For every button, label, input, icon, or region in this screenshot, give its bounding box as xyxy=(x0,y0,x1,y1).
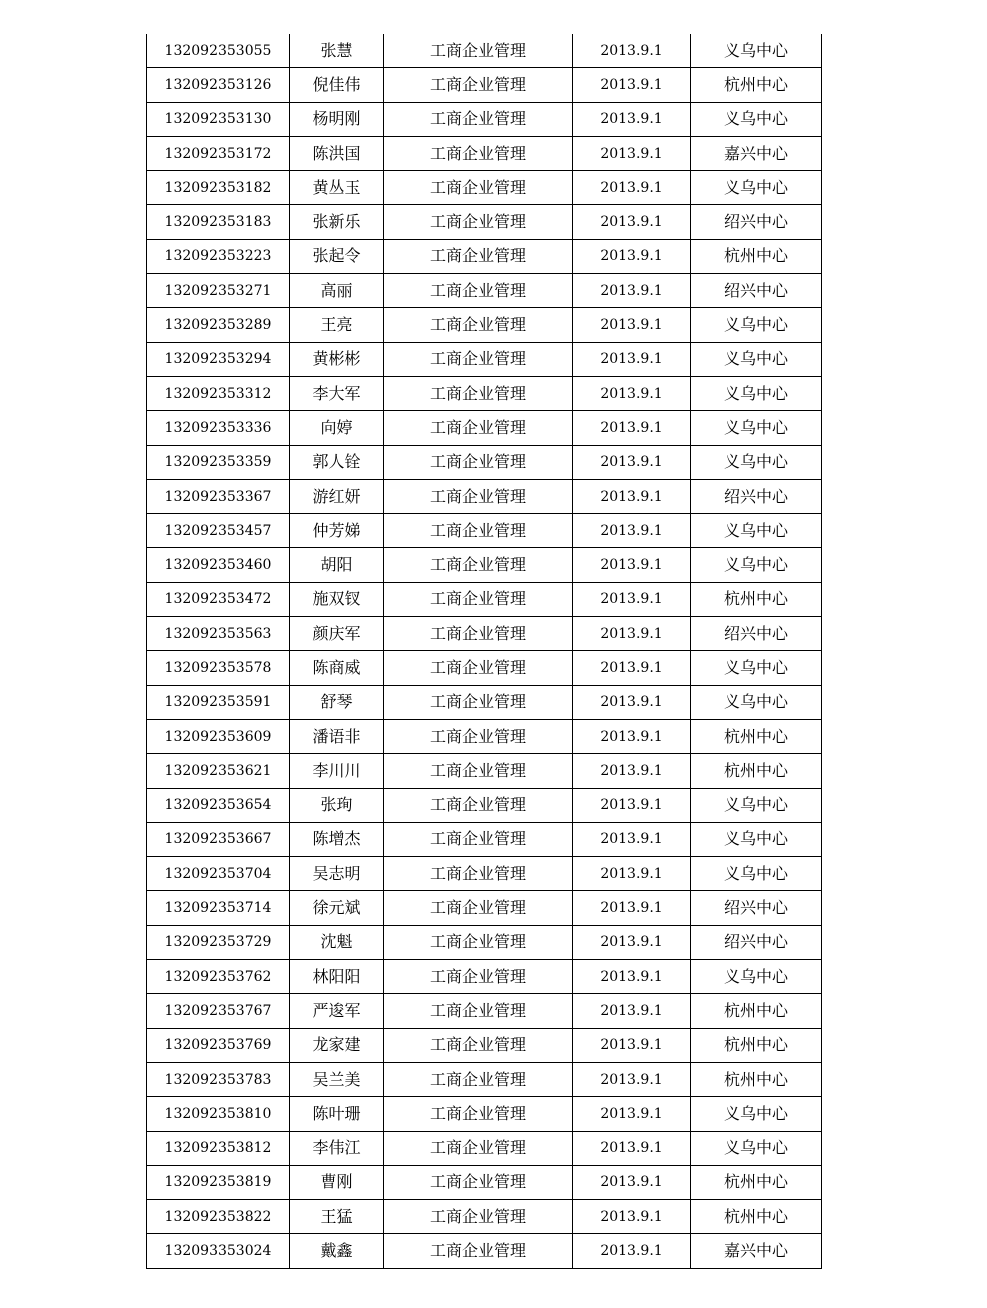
study-center-cell: 杭州中心 xyxy=(691,1165,822,1199)
enroll-date-cell: 2013.9.1 xyxy=(573,411,691,445)
study-center-cell: 义乌中心 xyxy=(691,1131,822,1165)
student-id-cell: 132092353294 xyxy=(147,342,290,376)
student-name-cell: 倪佳伟 xyxy=(290,68,384,102)
enroll-date-cell: 2013.9.1 xyxy=(573,68,691,102)
student-name-cell: 严逡军 xyxy=(290,994,384,1028)
enroll-date-cell: 2013.9.1 xyxy=(573,891,691,925)
table-row xyxy=(147,891,822,925)
student-id-cell: 132092353289 xyxy=(147,308,290,342)
major-cell: 工商企业管理 xyxy=(384,514,573,548)
student-id-cell: 132092353126 xyxy=(147,68,290,102)
student-name-cell: 杨明刚 xyxy=(290,102,384,136)
student-name-cell: 陈洪国 xyxy=(290,136,384,170)
student-id-cell: 132092353182 xyxy=(147,171,290,205)
student-name-cell: 龙家建 xyxy=(290,1028,384,1062)
major-cell: 工商企业管理 xyxy=(384,136,573,170)
student-id-cell: 132092353336 xyxy=(147,411,290,445)
table-row xyxy=(147,1234,822,1268)
table-row xyxy=(147,548,822,582)
enroll-date-cell: 2013.9.1 xyxy=(573,960,691,994)
major-cell: 工商企业管理 xyxy=(384,822,573,856)
student-name-cell: 游红妍 xyxy=(290,479,384,513)
student-id-cell: 132092353667 xyxy=(147,822,290,856)
student-id-cell: 132092353472 xyxy=(147,582,290,616)
student-id-cell: 132092353810 xyxy=(147,1097,290,1131)
student-name-cell: 林阳阳 xyxy=(290,960,384,994)
student-id-cell: 132092353055 xyxy=(147,34,290,68)
student-name-cell: 郭人铨 xyxy=(290,445,384,479)
major-cell: 工商企业管理 xyxy=(384,960,573,994)
enroll-date-cell: 2013.9.1 xyxy=(573,1200,691,1234)
study-center-cell: 杭州中心 xyxy=(691,582,822,616)
major-cell: 工商企业管理 xyxy=(384,685,573,719)
student-id-cell: 132092353819 xyxy=(147,1165,290,1199)
table-row xyxy=(147,754,822,788)
table-row xyxy=(147,822,822,856)
student-name-cell: 颜庆军 xyxy=(290,617,384,651)
major-cell: 工商企业管理 xyxy=(384,171,573,205)
enroll-date-cell: 2013.9.1 xyxy=(573,582,691,616)
student-name-cell: 曹刚 xyxy=(290,1165,384,1199)
student-id-cell: 132092353762 xyxy=(147,960,290,994)
student-id-cell: 132092353591 xyxy=(147,685,290,719)
enroll-date-cell: 2013.9.1 xyxy=(573,136,691,170)
table-row xyxy=(147,445,822,479)
major-cell: 工商企业管理 xyxy=(384,102,573,136)
study-center-cell: 杭州中心 xyxy=(691,994,822,1028)
table-row xyxy=(147,617,822,651)
study-center-cell: 义乌中心 xyxy=(691,1097,822,1131)
major-cell: 工商企业管理 xyxy=(384,582,573,616)
study-center-cell: 绍兴中心 xyxy=(691,925,822,959)
study-center-cell: 绍兴中心 xyxy=(691,617,822,651)
enroll-date-cell: 2013.9.1 xyxy=(573,754,691,788)
enroll-date-cell: 2013.9.1 xyxy=(573,1097,691,1131)
enroll-date-cell: 2013.9.1 xyxy=(573,685,691,719)
enroll-date-cell: 2013.9.1 xyxy=(573,548,691,582)
student-name-cell: 张起令 xyxy=(290,239,384,273)
study-center-cell: 杭州中心 xyxy=(691,68,822,102)
table-row xyxy=(147,925,822,959)
study-center-cell: 绍兴中心 xyxy=(691,479,822,513)
major-cell: 工商企业管理 xyxy=(384,925,573,959)
table-row xyxy=(147,1131,822,1165)
enroll-date-cell: 2013.9.1 xyxy=(573,342,691,376)
table-row xyxy=(147,205,822,239)
major-cell: 工商企业管理 xyxy=(384,1131,573,1165)
student-name-cell: 王亮 xyxy=(290,308,384,342)
student-id-cell: 132093353024 xyxy=(147,1234,290,1268)
table-row xyxy=(147,308,822,342)
study-center-cell: 义乌中心 xyxy=(691,34,822,68)
table-row xyxy=(147,514,822,548)
study-center-cell: 义乌中心 xyxy=(691,822,822,856)
enroll-date-cell: 2013.9.1 xyxy=(573,479,691,513)
student-id-cell: 132092353812 xyxy=(147,1131,290,1165)
study-center-cell: 义乌中心 xyxy=(691,960,822,994)
student-id-cell: 132092353359 xyxy=(147,445,290,479)
major-cell: 工商企业管理 xyxy=(384,891,573,925)
student-id-cell: 132092353729 xyxy=(147,925,290,959)
major-cell: 工商企业管理 xyxy=(384,376,573,410)
student-id-cell: 132092353172 xyxy=(147,136,290,170)
enroll-date-cell: 2013.9.1 xyxy=(573,1131,691,1165)
enroll-date-cell: 2013.9.1 xyxy=(573,1165,691,1199)
enroll-date-cell: 2013.9.1 xyxy=(573,102,691,136)
major-cell: 工商企业管理 xyxy=(384,1028,573,1062)
student-id-cell: 132092353609 xyxy=(147,719,290,753)
table-row xyxy=(147,788,822,822)
student-name-cell: 李伟江 xyxy=(290,1131,384,1165)
student-id-cell: 132092353621 xyxy=(147,754,290,788)
student-name-cell: 吴志明 xyxy=(290,857,384,891)
table-row xyxy=(147,342,822,376)
study-center-cell: 绍兴中心 xyxy=(691,274,822,308)
study-center-cell: 义乌中心 xyxy=(691,788,822,822)
enroll-date-cell: 2013.9.1 xyxy=(573,719,691,753)
student-id-cell: 132092353654 xyxy=(147,788,290,822)
major-cell: 工商企业管理 xyxy=(384,857,573,891)
enroll-date-cell: 2013.9.1 xyxy=(573,239,691,273)
student-name-cell: 张珣 xyxy=(290,788,384,822)
student-id-cell: 132092353714 xyxy=(147,891,290,925)
student-id-cell: 132092353130 xyxy=(147,102,290,136)
student-name-cell: 高丽 xyxy=(290,274,384,308)
study-center-cell: 义乌中心 xyxy=(691,857,822,891)
student-id-cell: 132092353312 xyxy=(147,376,290,410)
student-name-cell: 黄丛玉 xyxy=(290,171,384,205)
enroll-date-cell: 2013.9.1 xyxy=(573,617,691,651)
student-id-cell: 132092353704 xyxy=(147,857,290,891)
major-cell: 工商企业管理 xyxy=(384,479,573,513)
study-center-cell: 嘉兴中心 xyxy=(691,1234,822,1268)
study-center-cell: 嘉兴中心 xyxy=(691,136,822,170)
major-cell: 工商企业管理 xyxy=(384,205,573,239)
study-center-cell: 义乌中心 xyxy=(691,445,822,479)
student-id-cell: 132092353457 xyxy=(147,514,290,548)
roster-body xyxy=(147,34,822,1268)
study-center-cell: 义乌中心 xyxy=(691,548,822,582)
study-center-cell: 绍兴中心 xyxy=(691,205,822,239)
student-id-cell: 132092353578 xyxy=(147,651,290,685)
major-cell: 工商企业管理 xyxy=(384,1097,573,1131)
enroll-date-cell: 2013.9.1 xyxy=(573,1062,691,1096)
student-id-cell: 132092353563 xyxy=(147,617,290,651)
major-cell: 工商企业管理 xyxy=(384,651,573,685)
study-center-cell: 杭州中心 xyxy=(691,239,822,273)
student-name-cell: 沈魁 xyxy=(290,925,384,959)
student-id-cell: 132092353367 xyxy=(147,479,290,513)
study-center-cell: 义乌中心 xyxy=(691,411,822,445)
table-row xyxy=(147,376,822,410)
enroll-date-cell: 2013.9.1 xyxy=(573,925,691,959)
study-center-cell: 绍兴中心 xyxy=(691,891,822,925)
table-row xyxy=(147,68,822,102)
study-center-cell: 义乌中心 xyxy=(691,171,822,205)
major-cell: 工商企业管理 xyxy=(384,788,573,822)
student-name-cell: 李大军 xyxy=(290,376,384,410)
major-cell: 工商企业管理 xyxy=(384,754,573,788)
table-row xyxy=(147,582,822,616)
major-cell: 工商企业管理 xyxy=(384,548,573,582)
study-center-cell: 义乌中心 xyxy=(691,308,822,342)
student-id-cell: 132092353769 xyxy=(147,1028,290,1062)
major-cell: 工商企业管理 xyxy=(384,274,573,308)
student-name-cell: 吴兰美 xyxy=(290,1062,384,1096)
table-row xyxy=(147,136,822,170)
study-center-cell: 杭州中心 xyxy=(691,1062,822,1096)
study-center-cell: 义乌中心 xyxy=(691,102,822,136)
major-cell: 工商企业管理 xyxy=(384,719,573,753)
student-name-cell: 胡阳 xyxy=(290,548,384,582)
student-name-cell: 黄彬彬 xyxy=(290,342,384,376)
table-row xyxy=(147,1028,822,1062)
major-cell: 工商企业管理 xyxy=(384,617,573,651)
student-name-cell: 张慧 xyxy=(290,34,384,68)
enroll-date-cell: 2013.9.1 xyxy=(573,308,691,342)
table-row xyxy=(147,857,822,891)
study-center-cell: 义乌中心 xyxy=(691,342,822,376)
enroll-date-cell: 2013.9.1 xyxy=(573,514,691,548)
student-name-cell: 潘语非 xyxy=(290,719,384,753)
student-name-cell: 舒琴 xyxy=(290,685,384,719)
study-center-cell: 杭州中心 xyxy=(691,719,822,753)
student-name-cell: 王猛 xyxy=(290,1200,384,1234)
table-row xyxy=(147,239,822,273)
table-row xyxy=(147,651,822,685)
enroll-date-cell: 2013.9.1 xyxy=(573,1028,691,1062)
student-name-cell: 陈增杰 xyxy=(290,822,384,856)
enroll-date-cell: 2013.9.1 xyxy=(573,788,691,822)
major-cell: 工商企业管理 xyxy=(384,34,573,68)
study-center-cell: 义乌中心 xyxy=(691,376,822,410)
major-cell: 工商企业管理 xyxy=(384,1062,573,1096)
enroll-date-cell: 2013.9.1 xyxy=(573,376,691,410)
major-cell: 工商企业管理 xyxy=(384,308,573,342)
study-center-cell: 义乌中心 xyxy=(691,685,822,719)
table-row xyxy=(147,1200,822,1234)
student-name-cell: 戴鑫 xyxy=(290,1234,384,1268)
student-name-cell: 施双钗 xyxy=(290,582,384,616)
table-row xyxy=(147,1062,822,1096)
table-row xyxy=(147,1165,822,1199)
study-center-cell: 杭州中心 xyxy=(691,1028,822,1062)
table-row xyxy=(147,1097,822,1131)
student-id-cell: 132092353223 xyxy=(147,239,290,273)
student-roster-table xyxy=(146,34,822,1269)
table-row xyxy=(147,34,822,68)
enroll-date-cell: 2013.9.1 xyxy=(573,822,691,856)
table-row xyxy=(147,411,822,445)
major-cell: 工商企业管理 xyxy=(384,342,573,376)
major-cell: 工商企业管理 xyxy=(384,445,573,479)
enroll-date-cell: 2013.9.1 xyxy=(573,34,691,68)
table-row xyxy=(147,719,822,753)
student-id-cell: 132092353460 xyxy=(147,548,290,582)
student-id-cell: 132092353183 xyxy=(147,205,290,239)
student-id-cell: 132092353767 xyxy=(147,994,290,1028)
study-center-cell: 杭州中心 xyxy=(691,1200,822,1234)
table-row xyxy=(147,171,822,205)
enroll-date-cell: 2013.9.1 xyxy=(573,445,691,479)
major-cell: 工商企业管理 xyxy=(384,1234,573,1268)
table-row xyxy=(147,994,822,1028)
major-cell: 工商企业管理 xyxy=(384,239,573,273)
enroll-date-cell: 2013.9.1 xyxy=(573,857,691,891)
enroll-date-cell: 2013.9.1 xyxy=(573,274,691,308)
student-name-cell: 张新乐 xyxy=(290,205,384,239)
student-id-cell: 132092353783 xyxy=(147,1062,290,1096)
table-row xyxy=(147,479,822,513)
student-name-cell: 陈叶珊 xyxy=(290,1097,384,1131)
student-name-cell: 徐元斌 xyxy=(290,891,384,925)
major-cell: 工商企业管理 xyxy=(384,994,573,1028)
study-center-cell: 义乌中心 xyxy=(691,514,822,548)
student-name-cell: 向婷 xyxy=(290,411,384,445)
enroll-date-cell: 2013.9.1 xyxy=(573,651,691,685)
table-row xyxy=(147,685,822,719)
table-row xyxy=(147,102,822,136)
enroll-date-cell: 2013.9.1 xyxy=(573,994,691,1028)
enroll-date-cell: 2013.9.1 xyxy=(573,205,691,239)
table-row xyxy=(147,960,822,994)
student-id-cell: 132092353822 xyxy=(147,1200,290,1234)
student-name-cell: 李川川 xyxy=(290,754,384,788)
enroll-date-cell: 2013.9.1 xyxy=(573,1234,691,1268)
major-cell: 工商企业管理 xyxy=(384,411,573,445)
student-id-cell: 132092353271 xyxy=(147,274,290,308)
major-cell: 工商企业管理 xyxy=(384,68,573,102)
student-name-cell: 陈商威 xyxy=(290,651,384,685)
table-row xyxy=(147,274,822,308)
major-cell: 工商企业管理 xyxy=(384,1200,573,1234)
enroll-date-cell: 2013.9.1 xyxy=(573,171,691,205)
study-center-cell: 杭州中心 xyxy=(691,754,822,788)
study-center-cell: 义乌中心 xyxy=(691,651,822,685)
student-name-cell: 仲芳娣 xyxy=(290,514,384,548)
major-cell: 工商企业管理 xyxy=(384,1165,573,1199)
